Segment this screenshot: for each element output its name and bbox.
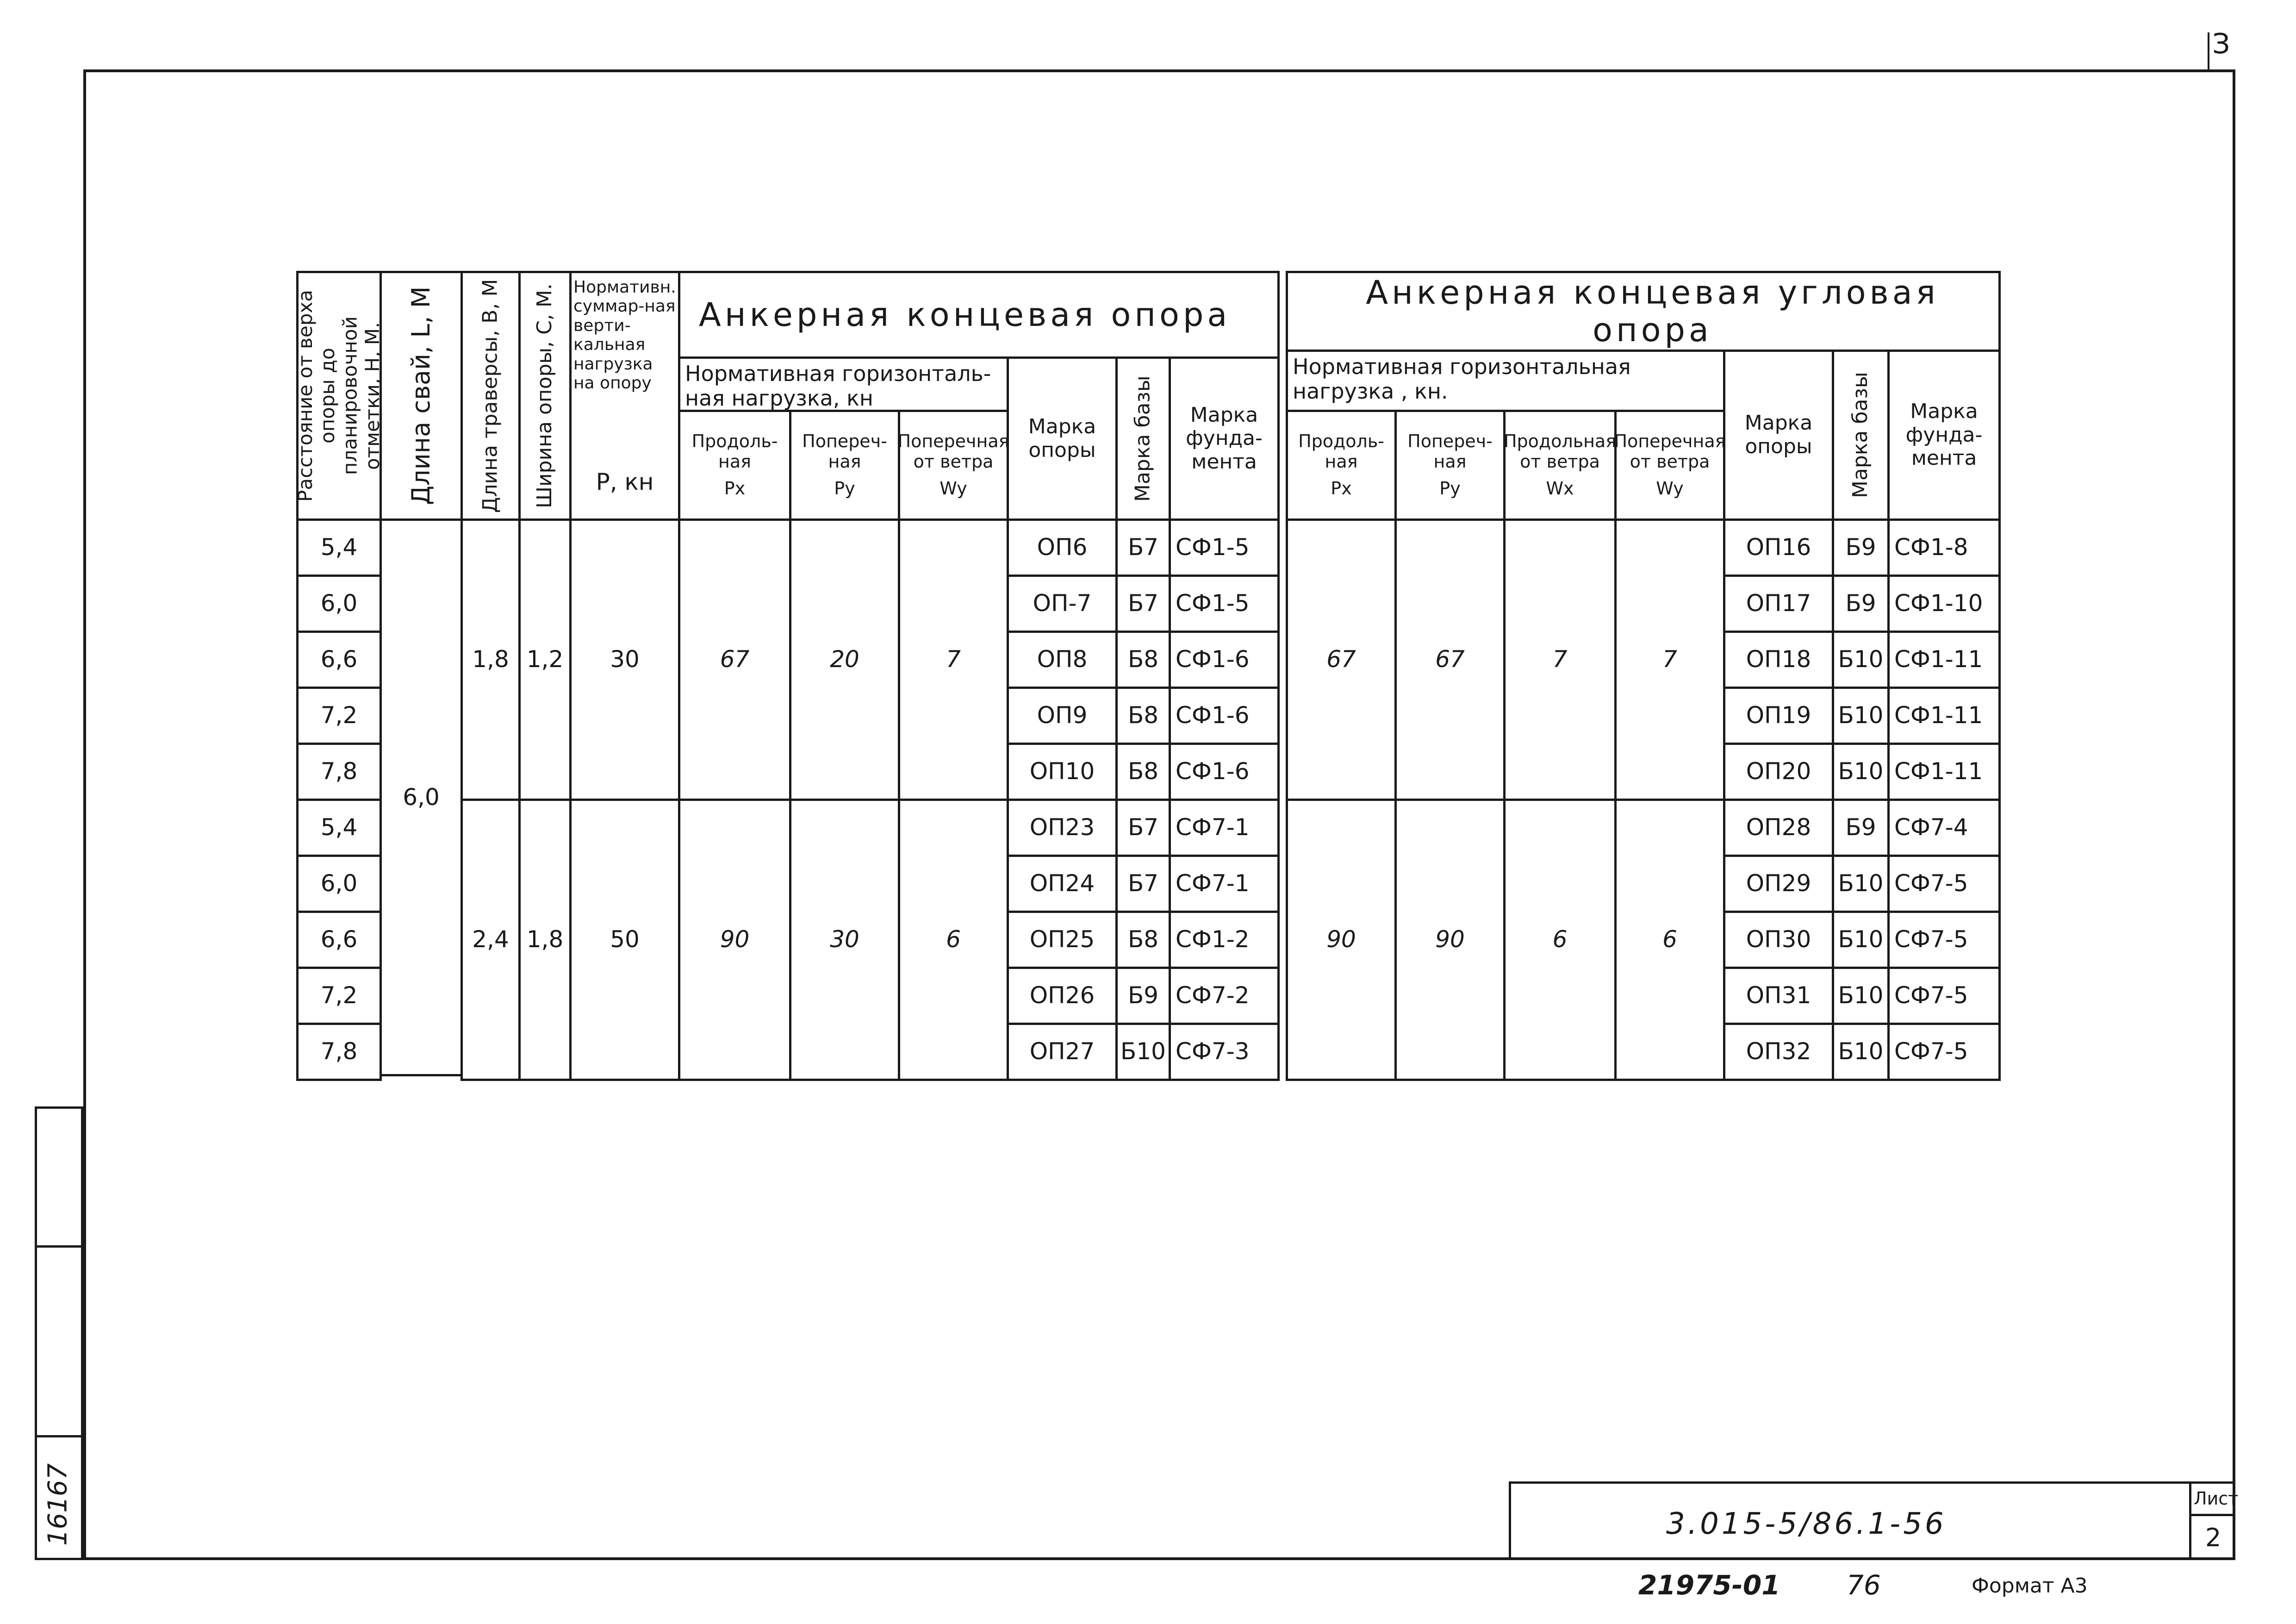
group1-foundation-mark: СФ7-1 [1169, 799, 1280, 857]
group1-support-mark: ОП25 [1007, 911, 1118, 969]
sheet-label: Лист [2194, 1488, 2239, 1509]
group2-wy-symbol: Wy [1656, 478, 1684, 499]
group2-wy-value: 6 [1614, 799, 1725, 1081]
group1-py-label: Попереч-ная [802, 431, 887, 472]
sheet-number: 2 [2205, 1523, 2221, 1552]
group2-support-mark: ОП28 [1723, 799, 1834, 857]
group2-base-mark-header: Марка базы [1832, 350, 1890, 521]
group1-wy-value: 6 [898, 799, 1009, 1081]
group1-base-mark: Б7 [1115, 855, 1171, 913]
sheet-box-hline [2189, 1514, 2235, 1516]
group1-base-mark: Б7 [1115, 518, 1171, 577]
group2-base-mark: Б10 [1832, 631, 1890, 689]
group2-base-mark: Б10 [1832, 687, 1890, 745]
group2-py-header [1394, 410, 1506, 521]
distance-cell: 6,6 [296, 631, 382, 689]
group2-foundation-mark: СФ7-5 [1887, 855, 2001, 913]
side-strip-divider [35, 1435, 83, 1437]
group2-foundation-mark: СФ1-11 [1887, 743, 2001, 801]
group2-foundation-mark: СФ7-5 [1887, 911, 2001, 969]
group1-wy-value: 7 [898, 518, 1009, 801]
footer-page: 76 [1847, 1569, 1881, 1601]
group2-base-mark: Б10 [1832, 743, 1890, 801]
group1-support-mark: ОП6 [1007, 518, 1118, 577]
group1-base-mark: Б9 [1115, 967, 1171, 1025]
support-width-value: 1,8 [518, 799, 572, 1081]
col-header-distance: Расстояние от верха опоры до планировочной отметки, Н, М. [296, 271, 382, 521]
group2-wy-header [1614, 410, 1725, 521]
distance-cell: 7,2 [296, 967, 382, 1025]
group1-base-mark: Б8 [1115, 687, 1171, 745]
group1-wy-label: Поперечная от ветра [897, 431, 1009, 472]
group2-base-mark: Б9 [1832, 518, 1890, 577]
distance-cell: 6,0 [296, 575, 382, 633]
group2-px-value: 90 [1286, 799, 1397, 1081]
group1-py-value: 30 [789, 799, 900, 1081]
group2-title: Анкерная концевая угловая опора [1286, 271, 2001, 352]
distance-cell: 6,6 [296, 911, 382, 969]
traverse-length-value: 1,8 [460, 518, 521, 801]
vertical-load-label: Нормативн. суммар-ная верти-кальная нагрузка на опору [573, 278, 676, 393]
group2-foundation-mark: СФ7-4 [1887, 799, 2001, 857]
group2-wx-label: Продольная от ветра [1503, 431, 1617, 472]
group2-base-mark: Б9 [1832, 575, 1890, 633]
group2-support-mark: ОП29 [1723, 855, 1834, 913]
group2-foundation-mark: СФ7-5 [1887, 967, 2001, 1025]
group1-base-mark: Б7 [1115, 575, 1171, 633]
group2-foundation-mark-header: Марка фунда-мента [1887, 350, 2001, 521]
corner-mark: З [2212, 28, 2230, 60]
traverse-length-value: 2,4 [460, 799, 521, 1081]
group2-base-mark: Б9 [1832, 799, 1890, 857]
group2-base-mark: Б10 [1832, 967, 1890, 1025]
group1-support-mark-header: Марка опоры [1007, 356, 1118, 521]
group1-px-value: 90 [678, 799, 791, 1081]
group2-wy-label: Поперечная от ветра [1614, 431, 1726, 472]
group2-px-header [1286, 410, 1397, 521]
group1-support-mark: ОП26 [1007, 967, 1118, 1025]
group2-support-mark: ОП17 [1723, 575, 1834, 633]
distance-cell: 5,4 [296, 518, 382, 577]
group1-base-mark: Б7 [1115, 799, 1171, 857]
vertical-load-value: 30 [569, 518, 680, 801]
group1-foundation-mark: СФ1-2 [1169, 911, 1280, 969]
group2-wx-symbol: Wx [1546, 478, 1574, 499]
sheet-box-divider [2189, 1481, 2191, 1560]
group1-support-mark: ОП24 [1007, 855, 1118, 913]
group2-support-mark: ОП18 [1723, 631, 1834, 689]
group1-foundation-mark: СФ1-5 [1169, 575, 1280, 633]
distance-cell: 7,8 [296, 1023, 382, 1081]
group1-px-label: Продоль-ная [691, 431, 778, 472]
col-header-pile-length: Длина свай, L, М [380, 271, 463, 521]
group2-support-mark: ОП16 [1723, 518, 1834, 577]
group2-py-value: 67 [1394, 518, 1506, 801]
group1-foundation-mark: СФ7-3 [1169, 1023, 1280, 1081]
group1-title: Анкерная концевая опора [678, 271, 1280, 359]
group1-py-header [789, 410, 900, 521]
side-number: 16167 [43, 1463, 73, 1546]
distance-cell: 7,2 [296, 687, 382, 745]
group1-px-value: 67 [678, 518, 791, 801]
group1-py-value: 20 [789, 518, 900, 801]
group1-support-mark: ОП-7 [1007, 575, 1118, 633]
side-strip-divider [35, 1245, 83, 1248]
group2-base-mark: Б10 [1832, 855, 1890, 913]
group2-foundation-mark: СФ1-11 [1887, 687, 2001, 745]
group2-support-mark: ОП19 [1723, 687, 1834, 745]
col-header-support-width: Ширина опоры, С, М. [518, 271, 572, 521]
group2-foundation-mark: СФ1-8 [1887, 518, 2001, 577]
group1-foundation-mark-header: Марка фунда-мента [1169, 356, 1280, 521]
group1-px-header [678, 410, 791, 521]
distance-cell: 6,0 [296, 855, 382, 913]
group2-wx-header [1503, 410, 1617, 521]
group1-support-mark: ОП10 [1007, 743, 1118, 801]
group2-px-value: 67 [1286, 518, 1397, 801]
group2-px-symbol: Рх [1331, 478, 1352, 499]
group1-support-mark: ОП9 [1007, 687, 1118, 745]
group2-wx-value: 7 [1503, 518, 1617, 801]
group2-wy-value: 7 [1614, 518, 1725, 801]
group2-support-mark: ОП30 [1723, 911, 1834, 969]
support-width-value: 1,2 [518, 518, 572, 801]
vertical-load-value: 50 [569, 799, 680, 1081]
vertical-load-symbol: Р, кн [596, 468, 654, 495]
archive-number: 21975-01 [1638, 1569, 1780, 1601]
group2-support-mark: ОП31 [1723, 967, 1834, 1025]
pile-length-value: 6,0 [380, 518, 463, 1076]
footer-format: Формат А3 [1972, 1574, 2088, 1598]
group1-base-mark: Б8 [1115, 743, 1171, 801]
group2-foundation-mark: СФ1-11 [1887, 631, 2001, 689]
group2-foundation-mark: СФ1-10 [1887, 575, 2001, 633]
group1-wy-symbol: Wy [940, 478, 967, 499]
group1-py-symbol: Ру [834, 478, 855, 499]
group2-base-mark: Б10 [1832, 1023, 1890, 1081]
group1-foundation-mark: СФ7-2 [1169, 967, 1280, 1025]
group1-foundation-mark: СФ1-6 [1169, 743, 1280, 801]
doc-code: 3.015-5/86.1-56 [1666, 1507, 1947, 1541]
group2-wx-value: 6 [1503, 799, 1617, 1081]
group2-support-mark: ОП32 [1723, 1023, 1834, 1081]
group1-wy-header [898, 410, 1009, 521]
group1-base-mark: Б8 [1115, 631, 1171, 689]
group1-base-mark: Б8 [1115, 911, 1171, 969]
group2-horizontal-load: Нормативная горизонтальная нагрузка , кн. [1286, 350, 1725, 412]
col-header-traverse-length: Длина траверсы, В, М [460, 271, 521, 521]
group2-support-mark: ОП20 [1723, 743, 1834, 801]
group1-support-mark: ОП27 [1007, 1023, 1118, 1081]
group2-py-label: Попереч-ная [1407, 431, 1493, 472]
group1-px-symbol: Рх [724, 478, 746, 499]
group1-horizontal-load: Нормативная горизонталь-ная нагрузка, кн [678, 356, 1009, 412]
group1-base-mark-header: Марка базы [1115, 356, 1171, 521]
group2-support-mark-header: Марка опоры [1723, 350, 1834, 521]
group1-support-mark: ОП23 [1007, 799, 1118, 857]
group2-px-label: Продоль-ная [1298, 431, 1384, 472]
col-header-vertical-load [569, 271, 680, 521]
group1-base-mark: Б10 [1115, 1023, 1171, 1081]
group2-py-symbol: Ру [1439, 478, 1461, 499]
group1-foundation-mark: СФ1-5 [1169, 518, 1280, 577]
group1-foundation-mark: СФ1-6 [1169, 687, 1280, 745]
group1-foundation-mark: СФ1-6 [1169, 631, 1280, 689]
corner-tick [2208, 32, 2209, 69]
group2-foundation-mark: СФ7-5 [1887, 1023, 2001, 1081]
group2-py-value: 90 [1394, 799, 1506, 1081]
group2-base-mark: Б10 [1832, 911, 1890, 969]
distance-cell: 7,8 [296, 743, 382, 801]
group1-foundation-mark: СФ7-1 [1169, 855, 1280, 913]
group1-support-mark: ОП8 [1007, 631, 1118, 689]
distance-cell: 5,4 [296, 799, 382, 857]
